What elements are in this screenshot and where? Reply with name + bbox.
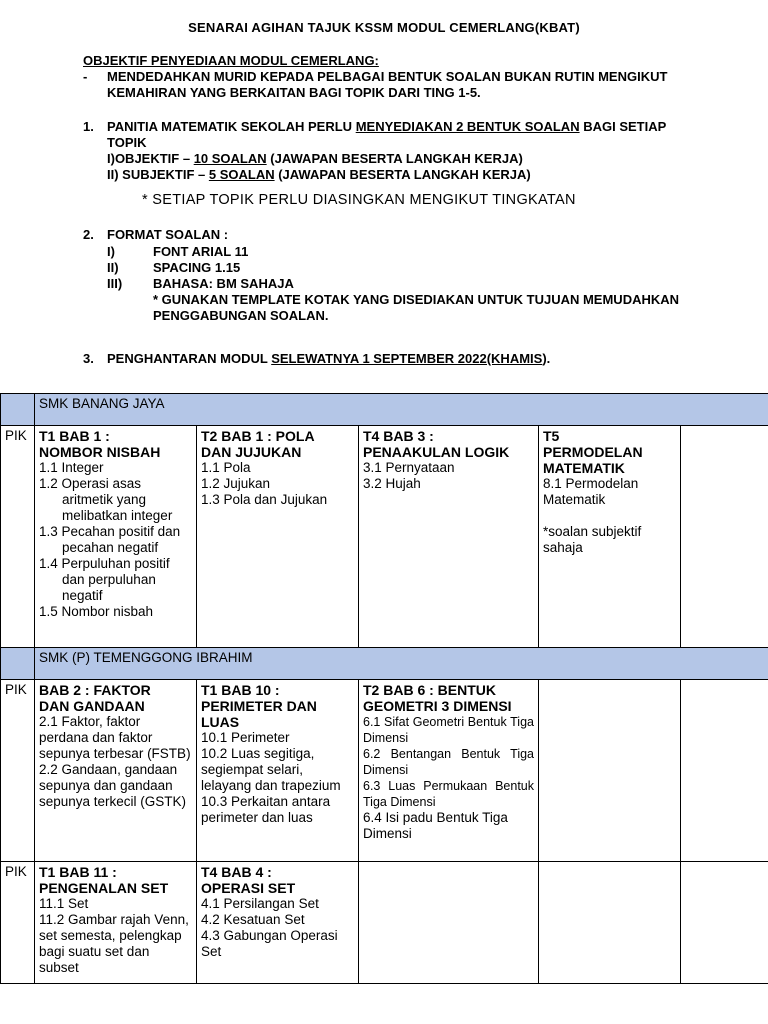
subtopic: 1.5 Nombor nisbah [39,604,154,619]
subtopic: 4.1 Persilangan Set [201,896,319,911]
chapter-heading: PENAAKULAN LOGIK [363,444,510,460]
chapter-heading: OPERASI SET [201,880,296,896]
table-cell [1,648,35,680]
subtopic: 2.1 Faktor, faktor perdana dan faktor sepunya terbesar (FSTB) [39,714,191,761]
topic-cell [359,680,539,862]
chapter-heading: T2 BAB 6 : BENTUK [363,682,497,698]
school-name: SMK BANANG JAYA [35,394,768,426]
format-value: BAHASA: BM SAHAJA [153,276,294,291]
topic-cell [197,862,359,984]
subtopic: 1.4 Perpuluhan positif dan perpuluhan negatif [39,556,170,603]
subtopic: 11.2 Gambar rajah Venn, set semesta, pelengkap bagi suatu set dan subset [39,912,189,975]
format-note: * GUNAKAN TEMPLATE KOTAK YANG DISEDIAKAN UNTUK TUJUAN MEMUDAHKAN [153,292,680,307]
topic-note: *soalan subjektif sahaja [543,524,642,555]
format-label: II) [107,260,119,275]
subtopic: 1.1 Pola [201,460,251,475]
subtopic: 1.1 Integer [39,460,104,475]
subtopic: 3.1 Pernyataan [363,460,455,475]
topic-cell [35,426,197,648]
subtopic: 4.3 Gabungan Operasi Set [201,928,338,959]
submission-deadline: PENGHANTARAN MODUL SELEWATNYA 1 SEPTEMBER 2022(KHAMIS). [107,351,551,366]
table-cell [1,394,35,426]
subtopic: 1.3 Pola dan Jujukan [201,492,328,507]
topic-cell [35,680,197,862]
format-note: PENGGABUNGAN SOALAN. [153,308,329,323]
chapter-heading: T5 [543,428,560,444]
table-cell [681,426,768,648]
chapter-heading: NOMBOR NISBAH [39,444,161,460]
point-number: 2. [83,227,94,242]
topic-table [0,393,768,984]
subtopic: 8.1 Permodelan Matematik [543,476,639,507]
chapter-heading: T4 BAB 3 : [363,428,434,444]
format-label: I) [107,244,115,259]
point1-line: TOPIK [107,135,147,150]
objective-heading: OBJEKTIF PENYEDIAAN MODUL CEMERLANG: [83,53,379,68]
subtopic: 6.2 Bentangan Bentuk Tiga Dimensi [363,747,534,777]
objective-text-line: KEMAHIRAN YANG BERKAITAN BAGI TOPIK DARI TING 1-5. [107,85,481,100]
subtopic: 6.1 Sifat Geometri Bentuk Tiga Dimensi [363,715,534,745]
chapter-heading: PERMODELAN [543,444,643,460]
table-cell [681,862,768,984]
topic-cell [539,426,681,648]
pik-label: PIK [1,862,35,984]
subtopic: 11.1 Set [39,896,89,911]
point1-line: I)OBJEKTIF – 10 SOALAN (JAWAPAN BESERTA LANGKAH KERJA) [107,151,523,166]
subtopic: 3.2 Hujah [363,476,421,491]
objective-bullet: - [83,69,88,84]
topic-cell [35,862,197,984]
format-heading: FORMAT SOALAN : [107,227,229,242]
chapter-heading: BAB 2 : FAKTOR [39,682,151,698]
subtopic: 6.4 Isi padu Bentuk Tiga Dimensi [363,810,508,841]
topic-cell [197,680,359,862]
chapter-heading: MATEMATIK [543,460,625,476]
point1-line: PANITIA MATEMATIK SEKOLAH PERLU MENYEDIAKAN 2 BENTUK SOALAN BAGI SETIAP [107,119,667,134]
point-number: 1. [83,119,94,134]
table-row [1,426,768,648]
format-value: FONT ARIAL 11 [153,244,249,259]
subtopic: 10.3 Perkaitan antara perimeter dan luas [201,794,331,825]
table-row [1,680,768,862]
subtopic: 1.3 Pecahan positif dan pecahan negatif [39,524,181,555]
subtopic: 1.2 Jujukan [201,476,271,491]
chapter-heading: T1 BAB 10 : [201,682,280,698]
chapter-heading: DAN GANDAAN [39,698,145,714]
chapter-heading: GEOMETRI 3 DIMENSI [363,698,512,714]
subtopic: 10.1 Perimeter [201,730,290,745]
school-name: SMK (P) TEMENGGONG IBRAHIM [35,648,768,680]
chapter-heading: LUAS [201,714,240,730]
topic-cell [197,426,359,648]
table-cell [681,680,768,862]
chapter-heading: DAN JUJUKAN [201,444,302,460]
table-cell [359,862,539,984]
objective-text-line: MENDEDAHKAN MURID KEPADA PELBAGAI BENTUK SOALAN BUKAN RUTIN MENGIKUT [107,69,668,84]
table-cell [539,680,681,862]
subtopic: 10.2 Luas segitiga, segiempat selari, lelayang dan trapezium [201,746,341,793]
pik-label: PIK [1,680,35,862]
document-title: SENARAI AGIHAN TAJUK KSSM MODUL CEMERLANG(KBAT) [188,20,580,35]
chapter-heading: T4 BAB 4 : [201,864,272,880]
chapter-heading: PERIMETER DAN [201,698,317,714]
table-row [1,862,768,984]
format-label: III) [107,276,123,291]
chapter-heading: PENGENALAN SET [39,880,169,896]
topic-note: * SETIAP TOPIK PERLU DIASINGKAN MENGIKUT TINGKATAN [142,192,576,208]
point-number: 3. [83,351,94,366]
subtopic: 6.3 Luas Permukaan Bentuk Tiga Dimensi [363,779,534,809]
subtopic: 1.2 Operasi asas aritmetik yang melibatkan integer [39,476,173,523]
chapter-heading: T2 BAB 1 : POLA [201,428,315,444]
pik-label: PIK [1,426,35,648]
table-cell [539,862,681,984]
subtopic: 2.2 Gandaan, gandaan sepunya dan gandaan sepunya terkecil (GSTK) [39,762,187,809]
school-row [1,394,768,426]
chapter-heading: T1 BAB 11 : [39,864,117,880]
chapter-heading: T1 BAB 1 : [39,428,110,444]
format-value: SPACING 1.15 [153,260,241,275]
point1-line: II) SUBJEKTIF – 5 SOALAN (JAWAPAN BESERTA LANGKAH KERJA) [107,167,531,182]
topic-cell [359,426,539,648]
subtopic: 4.2 Kesatuan Set [201,912,305,927]
school-row [1,648,768,680]
